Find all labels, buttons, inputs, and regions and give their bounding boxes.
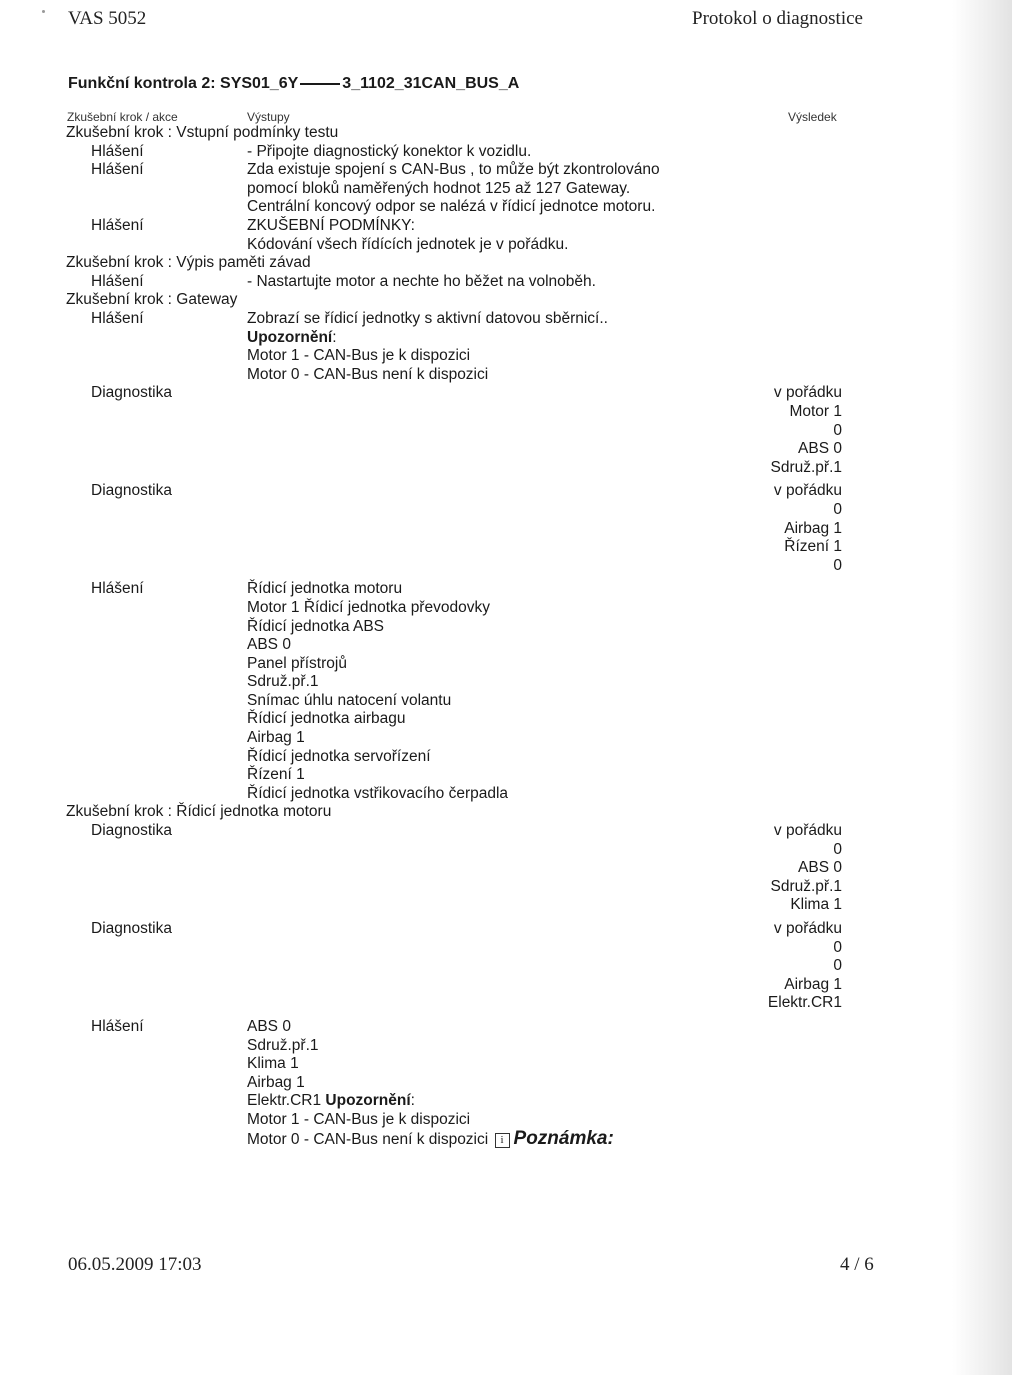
header-device: VAS 5052 bbox=[68, 8, 147, 29]
result-line: v pořádku bbox=[773, 822, 842, 840]
row-outputs bbox=[247, 143, 667, 162]
row-results bbox=[770, 384, 842, 477]
row-outputs bbox=[247, 580, 667, 803]
output-line: Řízení 1 bbox=[247, 766, 305, 784]
result-line: 0 bbox=[833, 938, 842, 956]
footer-page-number: 4 / 6 bbox=[840, 1254, 874, 1275]
result-line: 0 bbox=[833, 957, 842, 975]
output-line: Klima 1 bbox=[247, 1055, 299, 1073]
output-line: Sdruž.př.1 bbox=[247, 673, 319, 691]
diagnostics-row bbox=[0, 384, 1012, 482]
diagnostics-row bbox=[0, 822, 1012, 920]
message-row bbox=[0, 580, 1012, 803]
test-step-heading: Zkušební krok : Gateway bbox=[66, 291, 238, 309]
row-label: Hlášení bbox=[91, 1018, 144, 1036]
column-header-step: Zkušební krok / akce bbox=[67, 110, 178, 124]
output-line: Řídicí jednotka motoru bbox=[247, 580, 403, 598]
row-label: Hlášení bbox=[91, 142, 144, 160]
warning-colon: : bbox=[410, 1092, 415, 1110]
output-line: - Nastartujte motor a nechte ho běžet na volnoběh. bbox=[247, 272, 596, 290]
row-label: Hlášení bbox=[91, 580, 144, 598]
info-icon: i bbox=[495, 1133, 510, 1148]
row-label: Hlášení bbox=[91, 272, 144, 290]
result-line: 0 bbox=[833, 556, 842, 574]
row-outputs bbox=[247, 273, 667, 292]
result-line: 0 bbox=[833, 840, 842, 858]
row-outputs bbox=[247, 217, 667, 254]
row-label: Diagnostika bbox=[91, 384, 172, 402]
output-line: Řídicí jednotka vstřikovacího čerpadla bbox=[247, 784, 509, 802]
message-row bbox=[0, 217, 1012, 254]
output-line: Motor 1 - CAN-Bus je k dispozici bbox=[247, 1111, 471, 1128]
warning-label: Upozornění bbox=[247, 328, 333, 346]
output-line: Airbag 1 bbox=[247, 729, 305, 747]
result-line: Motor 1 bbox=[789, 402, 842, 420]
warning-colon: : bbox=[332, 328, 337, 346]
scan-dot bbox=[42, 10, 45, 13]
output-line: ZKUŠEBNÍ PODMÍNKY: bbox=[247, 216, 415, 234]
result-line: Elektr.CR1 bbox=[767, 994, 842, 1012]
result-line: Airbag 1 bbox=[784, 975, 842, 993]
output-line: Zda existuje spojení s CAN-Bus , to může být zkontrolováno pomocí bloků naměřených hodnot 125 až 127 Gateway. bbox=[247, 161, 660, 197]
output-line: Kódování všech řídících jednotek je v pořádku. bbox=[247, 235, 569, 253]
result-line: v pořádku bbox=[773, 920, 842, 938]
row-outputs bbox=[247, 310, 667, 384]
output-line bbox=[247, 1127, 667, 1150]
protocol-content bbox=[0, 124, 1012, 1149]
result-line: ABS 0 bbox=[798, 440, 842, 458]
column-header-outputs: Výstupy bbox=[247, 110, 290, 124]
output-line: - Připojte diagnostický konektor k vozidlu. bbox=[247, 142, 532, 160]
test-title bbox=[68, 75, 519, 93]
diagnostics-row bbox=[0, 482, 1012, 580]
output-line: Panel přístrojů bbox=[247, 654, 347, 672]
result-line: Sdruž.př.1 bbox=[770, 877, 842, 895]
output-line: Řídicí jednotka airbagu bbox=[247, 710, 406, 728]
title-underscore-gap bbox=[300, 83, 340, 85]
row-label: Hlášení bbox=[91, 216, 144, 234]
output-line: Snímac úhlu natocení volantu bbox=[247, 691, 452, 709]
output-line: Řídicí jednotka servořízení bbox=[247, 747, 431, 765]
row-label: Diagnostika bbox=[91, 482, 172, 500]
footer-datetime: 06.05.2009 17:03 bbox=[68, 1254, 202, 1275]
title-part2: 3_1102_31CAN_BUS_A bbox=[342, 75, 520, 92]
row-results bbox=[768, 920, 842, 1013]
output-line: Sdruž.př.1 bbox=[247, 1036, 319, 1054]
output-text: Motor 0 - CAN-Bus není k dispozici bbox=[247, 1130, 489, 1148]
row-label: Diagnostika bbox=[91, 920, 172, 938]
output-text: Elektr.CR1 bbox=[247, 1092, 322, 1110]
test-step-heading: Zkušební krok : Řídicí jednotka motoru bbox=[66, 803, 332, 821]
result-line: Řízení 1 bbox=[784, 538, 842, 556]
warning-label: Upozornění bbox=[325, 1092, 411, 1110]
output-line: Motor 0 - CAN-Bus není k dispozici bbox=[247, 365, 489, 383]
output-line: ABS 0 bbox=[247, 1018, 291, 1036]
column-header-result: Výsledek bbox=[788, 110, 837, 124]
output-line: ABS 0 bbox=[247, 636, 291, 654]
row-label: Hlášení bbox=[91, 309, 144, 327]
message-row bbox=[0, 273, 1012, 292]
row-label: Diagnostika bbox=[91, 822, 172, 840]
message-row bbox=[0, 161, 1012, 217]
row-label: Hlášení bbox=[91, 161, 144, 179]
output-line: Motor 1 Řídicí jednotka převodovky bbox=[247, 598, 490, 616]
note-label: Poznámka: bbox=[513, 1127, 614, 1149]
row-results bbox=[770, 822, 842, 915]
output-line: Zobrazí se řídicí jednotky s aktivní datovou sběrnicí.. bbox=[247, 309, 608, 327]
result-line: Klima 1 bbox=[790, 896, 842, 914]
test-step-heading: Zkušební krok : Výpis paměti závad bbox=[66, 254, 311, 272]
output-line: Airbag 1 bbox=[247, 1073, 305, 1091]
output-line: Řídicí jednotka ABS bbox=[247, 617, 384, 635]
output-line: Centrální koncový odpor se nalézá v řídicí jednotce motoru. bbox=[247, 198, 656, 216]
title-part1: Funkční kontrola 2: SYS01_6Y bbox=[68, 75, 299, 92]
result-line: Airbag 1 bbox=[784, 519, 842, 537]
diagnostics-row bbox=[0, 920, 1012, 1018]
output-line: Motor 1 - CAN-Bus je k dispozici bbox=[247, 347, 471, 365]
message-row bbox=[0, 310, 1012, 384]
header-doc-title: Protokol o diagnostice bbox=[692, 8, 863, 29]
output-line bbox=[247, 1092, 667, 1111]
result-line: v pořádku bbox=[773, 482, 842, 500]
result-line: 0 bbox=[833, 421, 842, 439]
row-outputs bbox=[247, 1018, 667, 1149]
output-line bbox=[247, 329, 667, 348]
row-results bbox=[774, 482, 842, 575]
result-line: v pořádku bbox=[773, 384, 842, 402]
message-row bbox=[0, 1018, 1012, 1149]
message-row bbox=[0, 143, 1012, 162]
result-line: 0 bbox=[833, 500, 842, 518]
test-step-heading: Zkušební krok : Vstupní podmínky testu bbox=[66, 124, 339, 141]
result-line: Sdruž.př.1 bbox=[770, 458, 842, 476]
result-line: ABS 0 bbox=[798, 859, 842, 877]
row-outputs bbox=[247, 161, 667, 217]
